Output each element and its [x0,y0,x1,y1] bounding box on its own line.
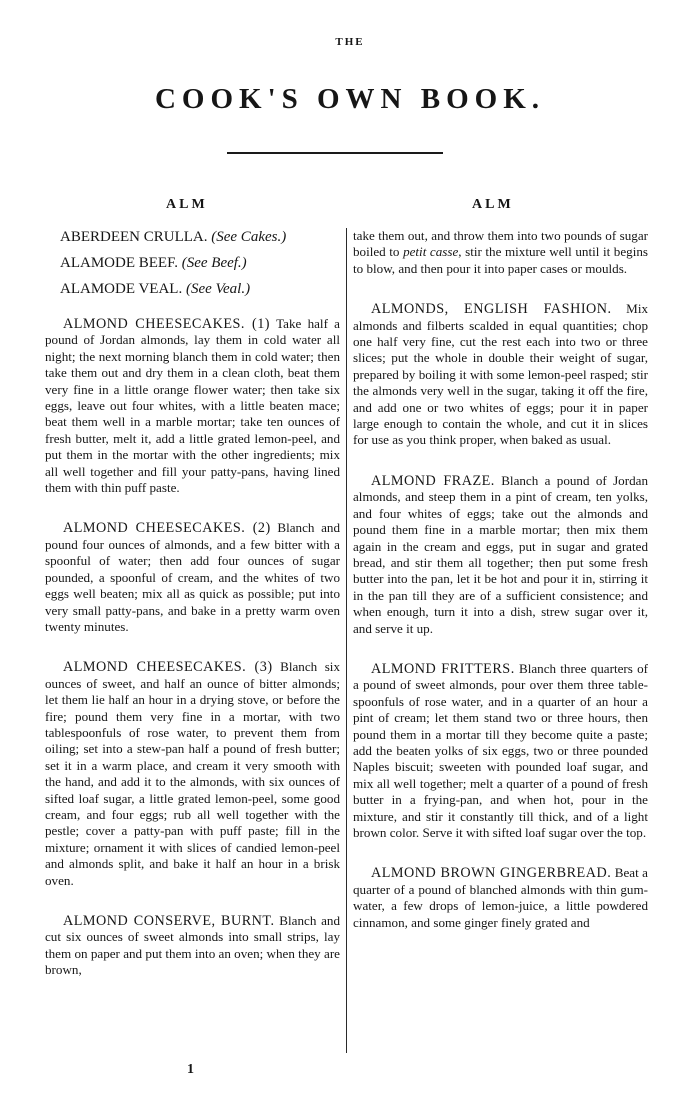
xref-see: (See Beef.) [181,255,247,271]
recipe-heading: ALMOND CHEESECAKES. (3) [63,659,273,676]
recipe-heading: ALMOND FRAZE. [371,472,495,489]
xref-see: (See Veal.) [185,281,251,297]
recipe-text: Take half a pound of Jordan almonds, lay them in cold water all night; the next morning blanch them in cold water; then take them out and dry them in a clean cloth, beat them very fine in a little orange flower water; then take six eggs, leave out four whites, with a little beaten mace; beat them well in a marble mortar; take ten ounces of fresh butter, melt it, add a little grated lemon-peel, and put them in the mortar with the other ingredients; mix all well together and fill your patty-pans, having lined them with thin puff paste. [45,316,340,496]
recipe-heading: ALMONDS, ENGLISH FASHION. [371,301,612,318]
recipe-entry [353,473,648,637]
title-rule [227,152,443,154]
recipe-text: Beat a quarter of a pound of blanched almonds with thin gum-water, a few drops of lemon-juice, a little powdered cinnamon, and some ginger finely grated and [353,865,648,930]
recipe-entry [45,520,340,635]
recipe-text: Blanch and pound four ounces of almonds, and a few bitter with a spoonful of water; then add four ounces of sugar pounded, a spoonful of cream, and the whites of two eggs well beaten; mix all as quick as possible; put into very small patty-pans, and bake in a pretty warm oven twenty minutes. [45,520,340,634]
page-number: 1 [187,1062,194,1077]
recipe-text: Mix almonds and filberts scalded in equal quantities; chop one half very fine, cut the rest each into two or three slices; put the whole in double their weight of sugar, prepared by boiling it with some lemon-peel rasped; stir the almonds very well in the sugar, taking it off the fire, and add one or two whites of eggs; pour it in paper large enough to contain the whole, and cut it in slices for use as you think proper, when baked as usual. [353,301,648,448]
right-column [353,228,648,942]
recipe-entry [45,316,340,496]
continued-text-b: , stir the mixture well until it begins to blow, and then pour it into paper cases or moulds. [353,244,648,276]
recipe-heading: ALMOND BROWN GINGERBREAD. [371,865,612,882]
guide-word-right: ALM [472,197,514,212]
column-divider [346,228,347,1053]
continued-text-italic: petit casse [403,244,459,260]
cross-reference [45,280,340,299]
left-column [45,228,340,990]
continued-text-a: take them out, and throw them into two pounds of sugar boiled to [353,228,648,260]
recipe-text: Blanch six ounces of sweet, and half an ounce of bitter almonds; let them lie half an hour in a drying stove, or before the fire; pound them very fine in a mortar, with two tablespoonfuls of rose water, to prevent them from oiling; set into a stew-pan half a pound of fresh butter; set it in a warm place, and cream it very smooth with the hand, and add it to the almonds, with six ounces of sifted loaf sugar, a little grated lemon-peel, some good cream, and four eggs; rub all well together with the pestle; cover a patty-pan with puff paste; fill in the mixture; ornament it with slices of candied lemon-peel and almonds split, and bake it half an hour in a brisk oven. [45,659,340,888]
guide-word-left: ALM [166,197,208,212]
recipe-entry [353,865,648,931]
xref-label: ABERDEEN CRULLA. [60,229,208,245]
xref-label: ALAMODE VEAL. [60,281,183,297]
recipe-entry [45,659,340,889]
continued-text [353,228,648,277]
recipe-heading: ALMOND CHEESECAKES. (1) [63,316,271,332]
recipe-heading: ALMOND CHEESECAKES. (2) [63,520,271,537]
book-title: COOK'S OWN BOOK. [154,83,546,115]
cross-reference [45,254,340,273]
recipe-heading: ALMOND FRITTERS. [371,660,515,677]
recipe-entry [353,301,648,449]
recipe-text: Blanch a pound of Jordan almonds, and steep them in a pint of cream, ten yolks, and four whites of eggs; take out the almonds and pound them fine in a marble mortar; then mix them again in the cream and eggs, put in sugar and grated bread, and stir them all together; then put some fresh butter into the pan, let it be hot and pour it in, stirring it in the pan till they are of a sufficient consistence; and when enough, turn it into a dish, strew sugar over it, and serve it up. [353,472,648,636]
recipe-heading: ALMOND CONSERVE, BURNT. [63,913,275,929]
recipe-entry [353,661,648,841]
xref-label: ALAMODE BEEF. [60,255,178,271]
recipe-entry [45,913,340,979]
recipe-text: Blanch three quarters of a pound of sweet almonds, pour over them three table-spoonfuls of rose water, and in a quarter of an hour a pint of cream; let them stand two or three hours, then pound them in a mortar till they become quite a paste; add the beaten yolks of six eggs, two or three pounded Naples biscuit; sweeten with pounded loaf sugar, and mix all well together; melt a quarter of a pound of fresh butter in a frying-pan, and when hot, pour in the mixture, and stir it constantly till thick, and of a light brown color. Serve it with sifted loaf sugar over the top. [353,660,648,840]
recipe-text: Blanch and cut six ounces of sweet almonds into small strips, lay them on paper and put them into an oven; when they are brown, [45,913,340,978]
cross-reference [45,228,340,247]
xref-see: (See Cakes.) [211,229,287,245]
running-head-the: THE [335,36,365,48]
